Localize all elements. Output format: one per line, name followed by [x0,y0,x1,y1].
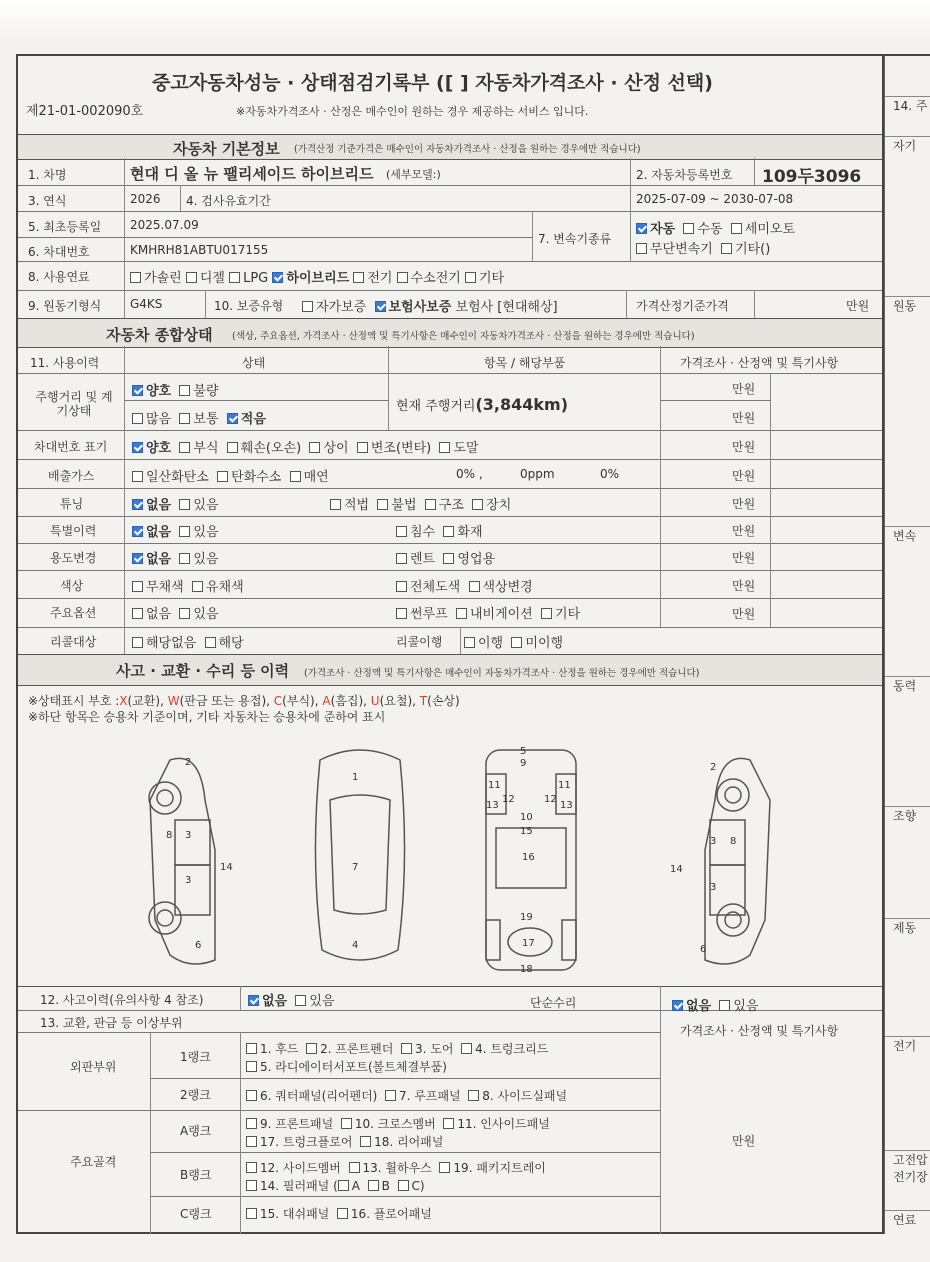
trans-row-1: 자동 수동 세미오토 [636,218,795,237]
svg-text:11: 11 [558,780,571,791]
car-diagram [130,740,790,980]
unit-8: 만원 [732,579,756,593]
svg-text:9: 9 [520,758,527,769]
simple-repair-options: 없음 있음 [672,995,759,1014]
recall-label: 리콜대상 [50,635,97,649]
unit-4: 만원 [732,469,756,483]
rankB-items: 12. 사이드멤버 13. 휠하우스 19. 패키지트레이 [246,1159,546,1176]
svg-text:5: 5 [520,746,527,757]
rank1-items-2: 5. 라디에이터서포트(볼트체결부품) [246,1058,447,1075]
accident-history-label: 12. 사고이력(유의사항 4 참조) [40,993,204,1007]
col-usage-header: 11. 사용이력 [30,356,100,370]
trans-auto-check[interactable] [636,223,647,234]
special-state: 없음 있음 [132,521,219,540]
warranty-label: 10. 보증유형 [214,299,284,313]
simple-repair-label: 단순수리 [530,996,577,1010]
inspect-label: 4. 검사유효기간 [186,194,271,208]
col-state-header: 상태 [242,356,266,370]
rank2-items: 6. 쿼터패널(리어펜더) 7. 루프패널 8. 사이드실패널 [246,1087,567,1104]
usechange-options: 렌트 영업용 [396,548,495,567]
form-title: 중고자동차성능 · 상태점검기록부 ([ ] 자동차가격조사 · 산정 선택) [152,72,713,94]
status-header: 자동차 종합상태 (색상, 주요옵션, 가격조사 · 산정액 및 특기사항은 매수인이 자동차가격조사 · 산정을 원하는 경우에만 적습니다) [18,318,882,348]
accident-header: 사고 · 교환 · 수리 등 이력 (가격조사 · 산정액 및 특기사항은 매수인이 자동차가격조사 · 산정을 원하는 경우에만 적습니다) [18,654,882,686]
svg-text:12: 12 [502,794,515,805]
mileage-label: 주행거리 및 계기상태 [35,390,113,418]
svg-text:16: 16 [522,852,535,863]
special-label: 특별이력 [50,524,97,538]
reg-no: 109두3096 [762,167,862,187]
parts-price-header: 가격조사 · 산정액 및 특기사항 [680,1024,839,1038]
reg-no-label: 2. 자동차등록번호 [636,168,733,182]
svg-text:2: 2 [710,762,717,773]
svg-text:3: 3 [185,875,192,886]
recall-do-options: 이행 미이행 [464,632,563,651]
unit-2: 만원 [732,411,756,425]
legend-note: ※하단 항목은 승용차 기준이며, 기타 자동차는 승용차에 준하여 표시 [28,710,386,724]
year-value: 2026 [130,192,161,206]
unit-5: 만원 [732,497,756,511]
vin-value: KMHRH81ABTU017155 [130,243,269,257]
price-basis-unit: 만원 [846,299,870,313]
engine-value: G4KS [130,297,163,311]
trans-label: 7. 변속기종류 [538,232,612,246]
rankA-items-2: 17. 트렁크플로어 18. 리어패널 [246,1133,443,1150]
vin-mark-options: 양호 부식 훼손(오손) 상이 변조(변타) 도말 [132,437,479,456]
svg-text:3: 3 [710,836,717,847]
svg-text:13: 13 [486,800,499,811]
car-model-note: (세부모델:) [386,168,441,181]
svg-text:2: 2 [185,757,192,768]
unit-7: 만원 [732,551,756,565]
inspect-period: 2025-07-09 ~ 2030-07-08 [636,192,794,206]
emission-smoke: 0% [600,467,620,481]
emission-options: 일산화탄소 탄화수소 매연 [132,466,329,485]
option-label: 주요옵션 [50,606,97,620]
unit-6: 만원 [732,524,756,538]
recall-state: 해당없음 해당 [132,632,244,651]
parts-label: 13. 교환, 판금 등 이상부위 [40,1016,183,1030]
outer-panel-label: 외판부위 [70,1060,117,1074]
emission-hc: 0ppm [520,467,555,481]
svg-text:4: 4 [352,940,359,951]
engine-label: 9. 원동기형식 [28,299,102,313]
svg-text:12: 12 [544,794,557,805]
car-top-view [315,750,404,960]
mileage-state-row1: 양호 불량 [132,380,219,399]
special-options: 침수 화재 [396,521,483,540]
color-label: 색상 [60,579,84,593]
col-price-header: 가격조사 · 산정액 및 특기사항 [680,356,839,370]
svg-text:11: 11 [488,780,501,791]
first-reg-value: 2025.07.09 [130,218,199,232]
fuel-options: 가솔린 디젤 LPG 하이브리드 전기 수소전기 기타 [130,267,504,286]
svg-text:14: 14 [670,864,683,875]
rank1-label: 1랭크 [180,1050,211,1064]
first-reg-label: 5. 최초등록일 [28,220,102,234]
rankA-items: 9. 프론트패널 10. 크로스멤버 11. 인사이드패널 [246,1115,550,1132]
parts-price-unit: 만원 [732,1134,756,1148]
svg-text:6: 6 [195,940,202,951]
document-number: 제21-01-002090호 [26,104,144,119]
svg-text:8: 8 [730,836,737,847]
emission-label: 배출가스 [48,469,95,483]
rank1-items: 1. 후드 2. 프론트펜더 3. 도어 4. 트렁크리드 [246,1040,548,1057]
svg-text:15: 15 [520,826,533,837]
vin-mark-label: 차대번호 표기 [34,440,108,454]
fuel-hybrid-check[interactable] [272,272,283,283]
usechange-label: 용도변경 [50,551,97,565]
usechange-state: 없음 있음 [132,548,219,567]
option-state: 없음 있음 [132,603,219,622]
next-page-column: 14. 주 자기 원동 변속 동력 조향 제동 전기 고전압 전기장 연료 [884,54,930,1234]
main-frame-label: 주요골격 [70,1155,117,1169]
col-item-header: 항목 / 해당부품 [484,356,566,370]
svg-text:14: 14 [220,862,233,873]
fuel-label: 8. 사용연료 [28,270,90,284]
unit-1: 만원 [732,382,756,396]
car-name: 현대 디 올 뉴 팰리세이드 하이브리드 [130,165,374,183]
service-note: ※자동차가격조사 · 산정은 매수인이 원하는 경우 제공하는 서비스 입니다. [236,105,589,118]
vin-label: 6. 차대번호 [28,245,90,259]
color-state: 무채색 유채색 [132,576,244,595]
color-options: 전체도색 색상변경 [396,576,533,595]
recall-do-label: 리콜이행 [396,635,443,649]
svg-text:3: 3 [710,882,717,893]
option-options: 썬루프 내비게이션 기타 [396,603,580,622]
mileage-state-row2: 많음 보통 적음 [132,408,266,427]
svg-text:10: 10 [520,812,533,823]
rank2-label: 2랭크 [180,1088,211,1102]
rankC-label: C랭크 [180,1207,212,1221]
svg-text:19: 19 [520,912,533,923]
price-basis-label: 가격산정기준가격 [636,299,729,313]
status-code-legend: ※상태표시 부호 :X(교환), W(판금 또는 용접), C(부식), A(흠집), U(요철), T(손상) [28,694,460,708]
svg-text:6: 6 [700,944,707,955]
rankB-items-2: 14. 필러패널 ( A B C) [246,1177,425,1194]
svg-text:13: 13 [560,800,573,811]
car-name-label: 1. 차명 [28,168,67,182]
svg-text:7: 7 [352,862,359,873]
svg-text:1: 1 [352,772,359,783]
mileage-value: 현재 주행거리(3,844km) [396,395,569,414]
tuning-label: 튜닝 [60,497,84,511]
svg-text:3: 3 [185,830,192,841]
tuning-options: 적법 불법 구조 장치 [330,494,511,513]
basic-info-header: 자동차 기본정보 (가격산정 기준가격은 매수인이 자동차가격조사 · 산정을 원하는 경우에만 적습니다) [18,134,882,160]
emission-co: 0% , [456,467,483,481]
tuning-state: 없음 있음 [132,494,219,513]
trans-row-2: 무단변속기 기타() [636,238,770,257]
unit-3: 만원 [732,440,756,454]
warranty-options: 자가보증 보험사보증 보험사 [현대해상] [302,296,558,315]
rankB-label: B랭크 [180,1168,212,1182]
svg-text:8: 8 [166,830,173,841]
rankC-items: 15. 대쉬패널 16. 플로어패널 [246,1205,432,1222]
svg-text:18: 18 [520,964,533,975]
svg-text:17: 17 [522,938,535,949]
warranty-insurer-check[interactable] [375,301,386,312]
accident-history-options: 없음 있음 [248,990,335,1009]
year-label: 3. 연식 [28,194,67,208]
unit-9: 만원 [732,607,756,621]
rankA-label: A랭크 [180,1124,212,1138]
